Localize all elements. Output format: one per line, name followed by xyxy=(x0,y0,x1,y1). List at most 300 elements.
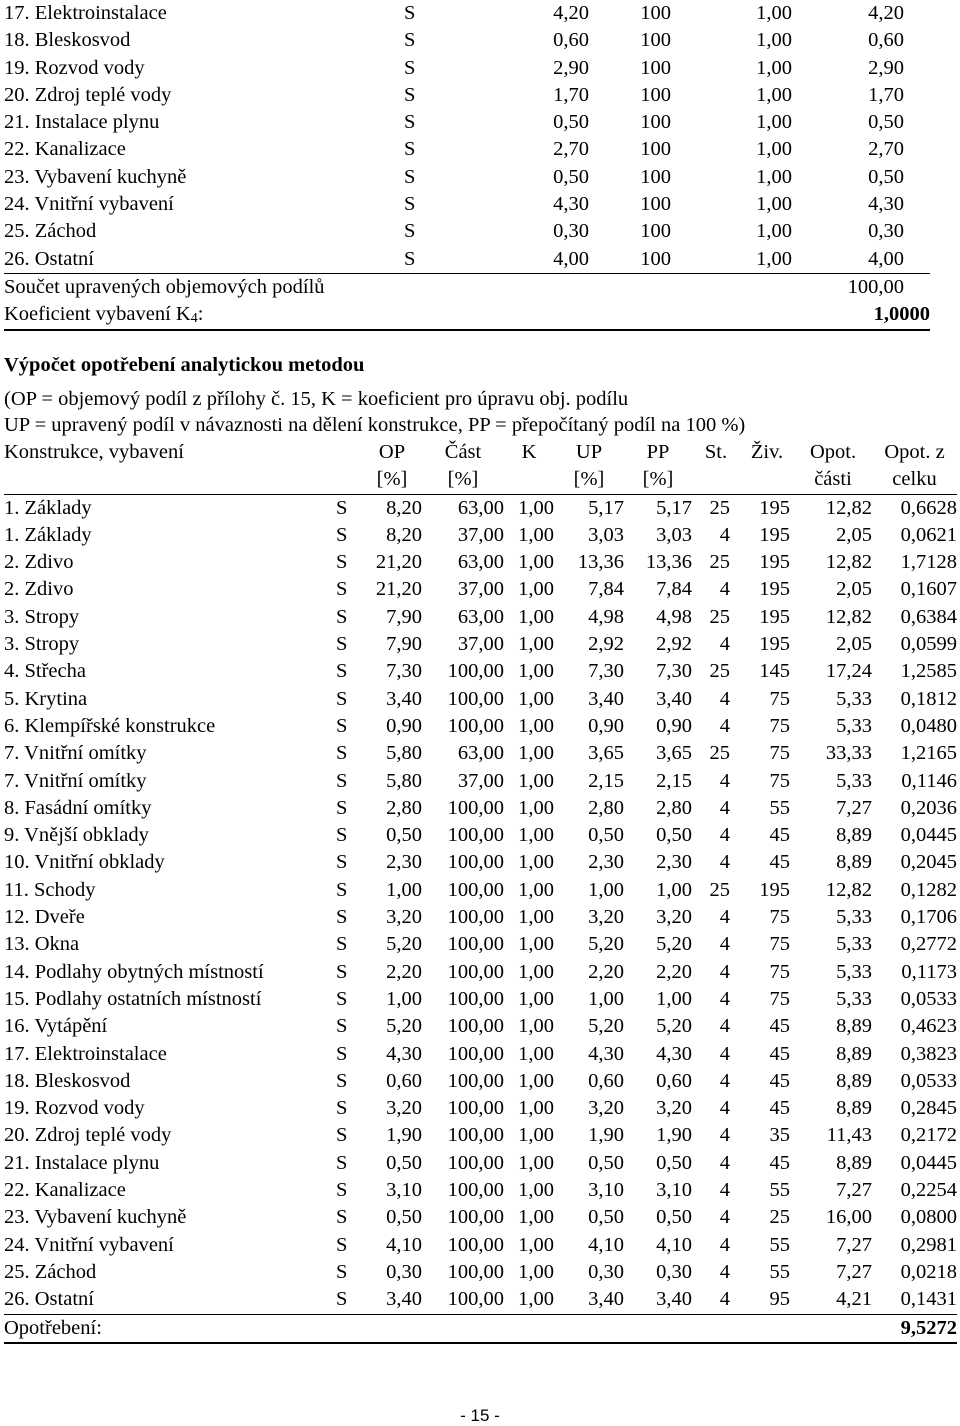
type-code: S xyxy=(404,2,416,24)
cell-col-k: 1,00 xyxy=(518,551,554,574)
cell-col-op: 1,00 xyxy=(386,878,422,901)
cell-col-up: 5,20 xyxy=(588,933,624,956)
cell-col-wear-total: 0,0800 xyxy=(900,1206,957,1229)
cell-col-op: 5,20 xyxy=(386,933,422,956)
cell-col-wear-part: 8,89 xyxy=(836,1015,872,1038)
cell-col-wear-total: 1,2165 xyxy=(900,742,957,765)
cell-col-up: 3,40 xyxy=(588,687,624,710)
cell-col-up: 3,40 xyxy=(588,1288,624,1311)
cell-col-k: 1,00 xyxy=(518,578,554,601)
coefficient-value: 1,00 xyxy=(756,220,792,243)
cell-col-pp: 0,60 xyxy=(656,1069,692,1092)
cell-col-pp: 7,84 xyxy=(656,578,692,601)
cell-col-k: 1,00 xyxy=(518,1206,554,1229)
cell-col-pp: 2,20 xyxy=(656,960,692,983)
cell-col-wear-total: 0,4623 xyxy=(900,1015,957,1038)
cell-col-type: S xyxy=(336,687,348,710)
cell-col-age: 4 xyxy=(719,1042,730,1065)
cell-col-op: 3,20 xyxy=(386,1097,422,1120)
cell-col-construction: 7. Vnitřní omítky xyxy=(4,769,147,792)
adjusted-share-value: 2,90 xyxy=(868,56,904,79)
table-row xyxy=(4,1177,957,1204)
cell-col-life: 195 xyxy=(759,551,790,574)
volume-share-row xyxy=(4,109,930,136)
volume-share-row xyxy=(4,136,930,163)
cell-col-wear-total: 0,1607 xyxy=(900,578,957,601)
total-value: 9,5272 xyxy=(872,1314,957,1343)
cell-col-life: 195 xyxy=(759,878,790,901)
cell-col-wear-total: 0,0218 xyxy=(900,1260,957,1283)
cell-col-k: 1,00 xyxy=(518,687,554,710)
cell-col-age: 4 xyxy=(719,1069,730,1092)
cell-col-up: 2,20 xyxy=(588,960,624,983)
adjusted-share-value: 4,20 xyxy=(868,2,904,24)
header-col-pp: PP xyxy=(646,441,670,463)
cell-col-k: 1,00 xyxy=(518,987,554,1010)
cell-col-op: 3,40 xyxy=(386,1288,422,1311)
cell-col-age: 4 xyxy=(719,1233,730,1256)
cell-col-construction: 12. Dveře xyxy=(4,906,85,929)
coefficient-value: 1,00 xyxy=(756,165,792,188)
cell-col-wear-total: 0,3823 xyxy=(900,1042,957,1065)
cell-col-type: S xyxy=(336,960,348,983)
cell-col-construction: 10. Vnitřní obklady xyxy=(4,851,165,874)
table-row xyxy=(4,1259,957,1286)
structure-name: 26. Ostatní xyxy=(4,247,94,270)
cell-col-pp: 5,20 xyxy=(656,933,692,956)
cell-col-pp: 3,65 xyxy=(656,742,692,765)
cell-col-op: 21,20 xyxy=(375,551,422,574)
table-row xyxy=(4,658,957,685)
cell-col-construction: 23. Vybavení kuchyně xyxy=(4,1206,187,1229)
cell-col-life: 195 xyxy=(759,523,790,546)
coefficient-value: 1,00 xyxy=(756,111,792,134)
volume-share-row xyxy=(4,218,930,245)
cell-col-op: 5,20 xyxy=(386,1015,422,1038)
cell-col-pp: 4,30 xyxy=(656,1042,692,1065)
volume-share-table xyxy=(4,0,930,331)
cell-col-life: 55 xyxy=(769,1179,790,1202)
header-col-k xyxy=(504,466,554,494)
cell-col-op: 7,30 xyxy=(386,660,422,683)
cell-col-part: 100,00 xyxy=(447,987,504,1010)
cell-col-type: S xyxy=(336,987,348,1010)
cell-col-age: 4 xyxy=(719,714,730,737)
cell-col-age: 25 xyxy=(709,878,730,901)
cell-col-wear-part: 16,00 xyxy=(825,1206,872,1229)
header-col-part: Část xyxy=(444,441,482,463)
cell-col-op: 21,20 xyxy=(375,578,422,601)
cell-col-op: 2,80 xyxy=(386,796,422,819)
coefficient-value: 1,00 xyxy=(756,29,792,52)
share-value: 2,70 xyxy=(553,138,589,161)
cell-col-life: 195 xyxy=(759,633,790,656)
cell-col-life: 75 xyxy=(769,742,790,765)
cell-col-up: 2,92 xyxy=(588,633,624,656)
cell-col-part: 100,00 xyxy=(447,660,504,683)
cell-col-part: 100,00 xyxy=(447,824,504,847)
cell-col-k: 1,00 xyxy=(518,796,554,819)
cell-col-pp: 1,90 xyxy=(656,1124,692,1147)
cell-col-up: 3,20 xyxy=(588,906,624,929)
adjusted-share-value: 0,50 xyxy=(868,111,904,134)
cell-col-op: 0,50 xyxy=(386,824,422,847)
cell-col-up: 4,98 xyxy=(588,605,624,628)
cell-col-construction: 4. Střecha xyxy=(4,660,86,683)
type-code: S xyxy=(404,193,416,216)
cell-col-op: 0,30 xyxy=(386,1260,422,1283)
table-row xyxy=(4,631,957,658)
cell-col-up: 0,60 xyxy=(588,1069,624,1092)
cell-col-wear-part: 5,33 xyxy=(836,714,872,737)
cell-col-life: 75 xyxy=(769,960,790,983)
cell-col-wear-total: 0,0480 xyxy=(900,714,957,737)
sum-label: Součet upravených objemových podílů xyxy=(4,273,804,301)
share-value: 2,90 xyxy=(553,56,589,79)
cell-col-type: S xyxy=(336,769,348,792)
table-row xyxy=(4,1122,957,1149)
cell-col-type: S xyxy=(336,1097,348,1120)
cell-col-wear-total: 0,2045 xyxy=(900,851,957,874)
cell-col-wear-part: 17,24 xyxy=(825,660,872,683)
cell-col-part: 37,00 xyxy=(457,769,504,792)
cell-col-construction: 19. Rozvod vody xyxy=(4,1097,145,1120)
cell-col-pp: 2,80 xyxy=(656,796,692,819)
cell-col-pp: 3,03 xyxy=(656,523,692,546)
cell-col-life: 195 xyxy=(759,496,790,519)
structure-name: 20. Zdroj teplé vody xyxy=(4,83,172,106)
cell-col-wear-part: 2,05 xyxy=(836,633,872,656)
cell-col-up: 1,90 xyxy=(588,1124,624,1147)
cell-col-pp: 13,36 xyxy=(645,551,692,574)
cell-col-wear-total: 0,2036 xyxy=(900,796,957,819)
cell-col-construction: 24. Vnitřní vybavení xyxy=(4,1233,174,1256)
cell-col-up: 0,50 xyxy=(588,1151,624,1174)
cell-col-type: S xyxy=(336,878,348,901)
cell-col-k: 1,00 xyxy=(518,1288,554,1311)
part-value: 100 xyxy=(640,165,671,188)
cell-col-life: 195 xyxy=(759,605,790,628)
cell-col-k: 1,00 xyxy=(518,1069,554,1092)
cell-col-type: S xyxy=(336,1124,348,1147)
cell-col-construction: 14. Podlahy obytných místností xyxy=(4,960,264,983)
cell-col-part: 100,00 xyxy=(447,960,504,983)
cell-col-type: S xyxy=(336,1233,348,1256)
cell-col-construction: 9. Vnější obklady xyxy=(4,824,149,847)
cell-col-construction: 18. Bleskosvod xyxy=(4,1069,131,1092)
type-code: S xyxy=(404,56,416,79)
cell-col-op: 3,20 xyxy=(386,906,422,929)
cell-col-op: 5,80 xyxy=(386,769,422,792)
cell-col-wear-part: 5,33 xyxy=(836,687,872,710)
cell-col-construction: 2. Zdivo xyxy=(4,578,74,601)
cell-col-k: 1,00 xyxy=(518,1124,554,1147)
cell-col-pp: 5,17 xyxy=(656,496,692,519)
cell-col-wear-total: 0,6628 xyxy=(900,496,957,519)
header-col-up: UP xyxy=(575,441,603,463)
cell-col-up: 3,65 xyxy=(588,742,624,765)
cell-col-wear-part: 2,05 xyxy=(836,578,872,601)
cell-col-k: 1,00 xyxy=(518,933,554,956)
cell-col-part: 100,00 xyxy=(447,1288,504,1311)
cell-col-k: 1,00 xyxy=(518,523,554,546)
cell-col-life: 75 xyxy=(769,933,790,956)
cell-col-construction: 2. Zdivo xyxy=(4,551,74,574)
table-row xyxy=(4,1232,957,1259)
cell-col-life: 75 xyxy=(769,987,790,1010)
cell-col-age: 4 xyxy=(719,824,730,847)
table-row xyxy=(4,1286,957,1314)
cell-col-type: S xyxy=(336,660,348,683)
cell-col-type: S xyxy=(336,1260,348,1283)
cell-col-up: 1,00 xyxy=(588,987,624,1010)
structure-name: 25. Záchod xyxy=(4,220,97,243)
cell-col-wear-part: 11,43 xyxy=(826,1124,872,1147)
cell-col-age: 4 xyxy=(719,1288,730,1311)
cell-col-pp: 4,98 xyxy=(656,605,692,628)
cell-col-construction: 1. Základy xyxy=(4,496,92,519)
adjusted-share-value: 4,00 xyxy=(868,247,904,270)
cell-col-part: 100,00 xyxy=(447,1151,504,1174)
part-value: 100 xyxy=(640,138,671,161)
cell-col-wear-part: 12,82 xyxy=(825,605,872,628)
cell-col-construction: 16. Vytápění xyxy=(4,1015,108,1038)
cell-col-wear-total: 0,0533 xyxy=(900,987,957,1010)
cell-col-type: S xyxy=(336,851,348,874)
cell-col-age: 25 xyxy=(709,605,730,628)
cell-col-wear-part: 8,89 xyxy=(836,824,872,847)
depreciation-table xyxy=(4,439,957,1344)
cell-col-wear-part: 33,33 xyxy=(825,742,872,765)
cell-col-age: 4 xyxy=(719,960,730,983)
table-row xyxy=(4,959,957,986)
cell-col-wear-part: 7,27 xyxy=(836,796,872,819)
cell-col-life: 55 xyxy=(769,796,790,819)
cell-col-life: 75 xyxy=(769,769,790,792)
share-value: 0,30 xyxy=(553,220,589,243)
cell-col-k: 1,00 xyxy=(518,742,554,765)
table-row xyxy=(4,1095,957,1122)
cell-col-life: 55 xyxy=(769,1233,790,1256)
cell-col-up: 3,03 xyxy=(588,523,624,546)
cell-col-k: 1,00 xyxy=(518,851,554,874)
structure-name: 22. Kanalizace xyxy=(4,138,126,161)
cell-col-wear-total: 0,1282 xyxy=(900,878,957,901)
structure-name: 21. Instalace plynu xyxy=(4,111,160,134)
volume-share-row xyxy=(4,0,930,27)
coefficient-value: 1,00 xyxy=(756,2,792,24)
cell-col-type: S xyxy=(336,796,348,819)
header-col-part: [%] xyxy=(422,466,504,494)
cell-col-k: 1,00 xyxy=(518,496,554,519)
cell-col-type: S xyxy=(336,578,348,601)
volume-share-row xyxy=(4,164,930,191)
cell-col-part: 37,00 xyxy=(457,523,504,546)
cell-col-part: 100,00 xyxy=(447,1179,504,1202)
table-row xyxy=(4,904,957,931)
cell-col-age: 4 xyxy=(719,1179,730,1202)
adjusted-share-value: 1,70 xyxy=(868,83,904,106)
coefficient-value: 1,00 xyxy=(756,83,792,106)
cell-col-part: 100,00 xyxy=(447,714,504,737)
cell-col-construction: 13. Okna xyxy=(4,933,80,956)
cell-col-part: 37,00 xyxy=(457,633,504,656)
cell-col-life: 45 xyxy=(769,1069,790,1092)
cell-col-life: 35 xyxy=(769,1124,790,1147)
cell-col-op: 0,50 xyxy=(386,1206,422,1229)
cell-col-age: 4 xyxy=(719,906,730,929)
cell-col-type: S xyxy=(336,1206,348,1229)
cell-col-construction: 15. Podlahy ostatních místností xyxy=(4,987,262,1010)
cell-col-op: 7,90 xyxy=(386,605,422,628)
cell-col-part: 100,00 xyxy=(447,1042,504,1065)
cell-col-k: 1,00 xyxy=(518,960,554,983)
cell-col-wear-part: 5,33 xyxy=(836,906,872,929)
coefficient-value: 1,00 xyxy=(756,247,792,270)
cell-col-up: 0,90 xyxy=(588,714,624,737)
cell-col-up: 0,30 xyxy=(588,1260,624,1283)
cell-col-up: 4,30 xyxy=(588,1042,624,1065)
total-row xyxy=(4,1314,957,1343)
cell-col-part: 100,00 xyxy=(447,796,504,819)
cell-col-part: 100,00 xyxy=(447,687,504,710)
part-value: 100 xyxy=(640,2,671,24)
header-col-k: K xyxy=(521,441,537,463)
cell-col-life: 45 xyxy=(769,1042,790,1065)
cell-col-pp: 0,90 xyxy=(656,714,692,737)
cell-col-pp: 3,10 xyxy=(656,1179,692,1202)
total-label: Opotřebení: xyxy=(4,1314,872,1343)
coefficient-value: 1,0000 xyxy=(804,301,930,329)
cell-col-type: S xyxy=(336,906,348,929)
part-value: 100 xyxy=(640,247,671,270)
cell-col-op: 0,90 xyxy=(386,714,422,737)
depreciation-body xyxy=(4,494,957,1314)
cell-col-life: 45 xyxy=(769,851,790,874)
cell-col-type: S xyxy=(336,551,348,574)
header-col-wear-total: Opot. z xyxy=(884,441,945,463)
share-value: 4,20 xyxy=(553,2,589,24)
cell-col-k: 1,00 xyxy=(518,605,554,628)
table-row xyxy=(4,1013,957,1040)
cell-col-up: 2,30 xyxy=(588,851,624,874)
cell-col-k: 1,00 xyxy=(518,1233,554,1256)
part-value: 100 xyxy=(640,56,671,79)
cell-col-up: 0,50 xyxy=(588,824,624,847)
cell-col-up: 5,17 xyxy=(588,496,624,519)
cell-col-pp: 2,15 xyxy=(656,769,692,792)
cell-col-op: 3,40 xyxy=(386,687,422,710)
cell-col-wear-part: 2,05 xyxy=(836,523,872,546)
cell-col-part: 100,00 xyxy=(447,1097,504,1120)
header-row-1 xyxy=(4,439,957,466)
cell-col-wear-part: 8,89 xyxy=(836,1151,872,1174)
structure-name: 19. Rozvod vody xyxy=(4,56,145,79)
table-row xyxy=(4,686,957,713)
cell-col-part: 100,00 xyxy=(447,933,504,956)
cell-col-age: 4 xyxy=(719,523,730,546)
cell-col-age: 4 xyxy=(719,1151,730,1174)
cell-col-wear-part: 8,89 xyxy=(836,1042,872,1065)
cell-col-part: 100,00 xyxy=(447,878,504,901)
cell-col-wear-total: 0,2172 xyxy=(900,1124,957,1147)
table-row xyxy=(4,740,957,767)
share-value: 1,70 xyxy=(553,83,589,106)
cell-col-type: S xyxy=(336,633,348,656)
header-col-life: Živ. xyxy=(750,441,784,463)
cell-col-pp: 7,30 xyxy=(656,660,692,683)
cell-col-type: S xyxy=(336,496,348,519)
cell-col-wear-total: 0,0599 xyxy=(900,633,957,656)
cell-col-wear-total: 0,0445 xyxy=(900,1151,957,1174)
cell-col-age: 4 xyxy=(719,687,730,710)
cell-col-wear-total: 0,2981 xyxy=(900,1233,957,1256)
coefficient-label: Koeficient vybavení $K_4$: xyxy=(4,301,804,329)
cell-col-wear-total: 0,0533 xyxy=(900,1069,957,1092)
cell-col-pp: 3,40 xyxy=(656,1288,692,1311)
cell-col-part: 100,00 xyxy=(447,1233,504,1256)
cell-col-construction: 25. Záchod xyxy=(4,1260,97,1283)
cell-col-up: 7,84 xyxy=(588,578,624,601)
cell-col-wear-part: 8,89 xyxy=(836,1069,872,1092)
cell-col-part: 63,00 xyxy=(457,605,504,628)
table-row xyxy=(4,795,957,822)
part-value: 100 xyxy=(640,111,671,134)
table-row xyxy=(4,931,957,958)
table-row xyxy=(4,713,957,740)
cell-col-k: 1,00 xyxy=(518,1260,554,1283)
cell-col-part: 100,00 xyxy=(447,1069,504,1092)
cell-col-type: S xyxy=(336,742,348,765)
coefficient-value: 1,00 xyxy=(756,56,792,79)
table-row xyxy=(4,1204,957,1231)
header-col-op: [%] xyxy=(362,466,422,494)
adjusted-share-value: 2,70 xyxy=(868,138,904,161)
table-row xyxy=(4,576,957,603)
table-row xyxy=(4,768,957,795)
cell-col-op: 8,20 xyxy=(386,496,422,519)
cell-col-life: 195 xyxy=(759,578,790,601)
cell-col-wear-total: 1,2585 xyxy=(900,660,957,683)
cell-col-type: S xyxy=(336,523,348,546)
cell-col-k: 1,00 xyxy=(518,1151,554,1174)
cell-col-up: 3,20 xyxy=(588,1097,624,1120)
cell-col-life: 45 xyxy=(769,1015,790,1038)
cell-col-type: S xyxy=(336,714,348,737)
cell-col-age: 4 xyxy=(719,987,730,1010)
cell-col-construction: 11. Schody xyxy=(4,878,96,901)
cell-col-op: 0,50 xyxy=(386,1151,422,1174)
header-col-up: [%] xyxy=(554,466,624,494)
cell-col-life: 45 xyxy=(769,824,790,847)
header-col-construction: Konstrukce, vybavení xyxy=(4,441,184,463)
header-col-age: St. xyxy=(704,441,728,463)
cell-col-life: 95 xyxy=(769,1288,790,1311)
cell-col-age: 4 xyxy=(719,851,730,874)
part-value: 100 xyxy=(640,83,671,106)
table-row xyxy=(4,1150,957,1177)
cell-col-age: 4 xyxy=(719,1206,730,1229)
cell-col-pp: 3,20 xyxy=(656,906,692,929)
structure-name: 18. Bleskosvod xyxy=(4,29,131,52)
cell-col-life: 75 xyxy=(769,687,790,710)
cell-col-pp: 3,20 xyxy=(656,1097,692,1120)
cell-col-part: 63,00 xyxy=(457,496,504,519)
structure-name: 24. Vnitřní vybavení xyxy=(4,193,174,216)
cell-col-age: 4 xyxy=(719,1097,730,1120)
type-code: S xyxy=(404,138,416,161)
cell-col-op: 1,00 xyxy=(386,987,422,1010)
